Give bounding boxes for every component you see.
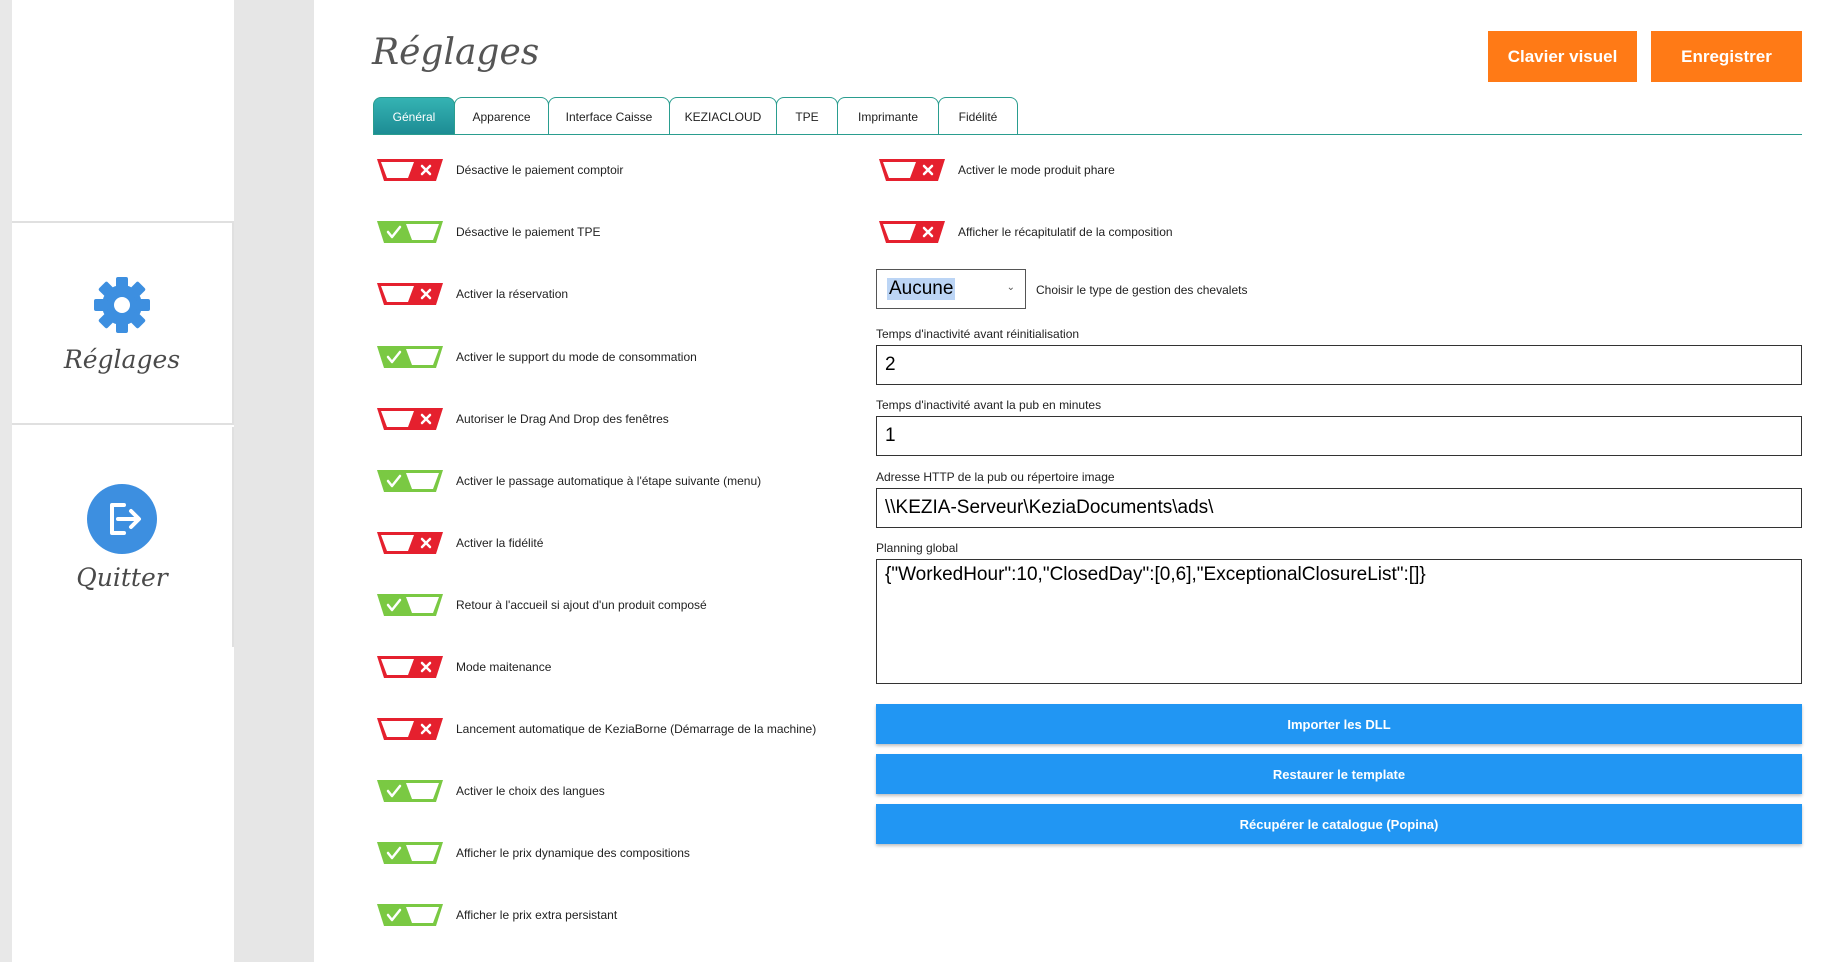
toggle-row bbox=[376, 838, 690, 868]
toggle-switch[interactable] bbox=[376, 468, 444, 494]
toggle-label: Autoriser le Drag And Drop des fenêtres bbox=[456, 412, 669, 426]
toggle-label: Activer le mode produit phare bbox=[958, 163, 1115, 177]
toggle-label: Activer le choix des langues bbox=[456, 784, 605, 798]
toggle-switch[interactable] bbox=[376, 592, 444, 618]
toggle-row bbox=[878, 217, 1173, 247]
virtual-keyboard-button[interactable]: Clavier visuel bbox=[1488, 31, 1637, 82]
toggle-switch[interactable] bbox=[376, 219, 444, 245]
toggle-switch[interactable] bbox=[376, 406, 444, 432]
toggle-switch[interactable] bbox=[376, 530, 444, 556]
page-title: Réglages bbox=[372, 32, 540, 73]
toggle-switch[interactable] bbox=[376, 344, 444, 370]
sidebar-item-quitter[interactable] bbox=[12, 427, 234, 647]
inactivity-reset-input[interactable]: 2 bbox=[876, 345, 1802, 385]
tab-keziacloud[interactable]: KEZIACLOUD bbox=[669, 97, 777, 135]
settings-tabs bbox=[373, 97, 1017, 135]
toggle-label: Activer le passage automatique à l'étape suivante (menu) bbox=[456, 474, 762, 488]
toggle-row bbox=[376, 466, 761, 496]
tab-imprimante[interactable]: Imprimante bbox=[837, 97, 939, 135]
save-button[interactable]: Enregistrer bbox=[1651, 31, 1802, 82]
field-label: Adresse HTTP de la pub ou répertoire image bbox=[876, 470, 1115, 484]
toggle-row bbox=[376, 590, 707, 620]
toggle-row bbox=[376, 652, 551, 682]
toggle-label: Lancement automatique de KeziaBorne (Démarrage de la machine) bbox=[456, 722, 817, 736]
toggle-label: Désactive le paiement comptoir bbox=[456, 163, 624, 177]
sidebar-item-label: Réglages bbox=[63, 344, 181, 374]
sidebar-edge bbox=[0, 0, 12, 962]
sidebar-item-label: Quitter bbox=[76, 562, 168, 592]
toggle-switch[interactable] bbox=[878, 219, 946, 245]
field-label: Temps d'inactivité avant réinitialisation bbox=[876, 327, 1080, 341]
toggle-row bbox=[376, 714, 816, 744]
toggle-row bbox=[376, 900, 617, 930]
toggle-label: Activer le support du mode de consommation bbox=[456, 350, 697, 364]
toggle-switch[interactable] bbox=[878, 157, 946, 183]
tabs-underline bbox=[373, 134, 1802, 135]
toggle-switch[interactable] bbox=[376, 281, 444, 307]
toggle-switch[interactable] bbox=[376, 902, 444, 928]
sidebar-gutter bbox=[234, 0, 314, 962]
restore-template-button[interactable]: Restaurer le template bbox=[876, 754, 1802, 794]
toggle-label: Retour à l'accueil si ajout d'un produit composé bbox=[456, 598, 707, 612]
toggle-label: Afficher le prix extra persistant bbox=[456, 908, 618, 922]
toggle-switch[interactable] bbox=[376, 716, 444, 742]
chevron-down-icon: ⌄ bbox=[1006, 282, 1015, 293]
toggle-row bbox=[376, 279, 568, 309]
toggle-row bbox=[376, 155, 623, 185]
chevalets-label: Choisir le type de gestion des chevalets bbox=[1036, 283, 1248, 297]
toggle-switch[interactable] bbox=[376, 840, 444, 866]
toggle-row bbox=[376, 528, 543, 558]
planning-textarea[interactable]: {"WorkedHour":10,"ClosedDay":[0,6],"ExceptionalClosureList":[]} bbox=[876, 559, 1802, 684]
toggle-row bbox=[376, 342, 697, 372]
select-value: Aucune bbox=[889, 278, 954, 299]
toggle-label: Activer la réservation bbox=[456, 287, 569, 301]
field-label: Planning global bbox=[876, 541, 959, 555]
tab-tpe[interactable]: TPE bbox=[776, 97, 838, 135]
ad-address-input[interactable]: \\KEZIA-Serveur\KeziaDocuments\ads\ bbox=[876, 488, 1802, 528]
sidebar bbox=[0, 0, 314, 962]
toggle-switch[interactable] bbox=[376, 654, 444, 680]
gear-icon bbox=[90, 273, 154, 337]
toggle-label: Activer la fidélité bbox=[456, 536, 544, 550]
tab-apparence[interactable]: Apparence bbox=[454, 97, 549, 135]
toggle-switch[interactable] bbox=[376, 157, 444, 183]
tab-fidelite[interactable]: Fidélité bbox=[938, 97, 1018, 135]
import-dll-button[interactable]: Importer les DLL bbox=[876, 704, 1802, 744]
toggle-label: Désactive le paiement TPE bbox=[456, 225, 601, 239]
toggle-label: Afficher le prix dynamique des compositions bbox=[456, 846, 690, 860]
toggle-label: Mode maitenance bbox=[456, 660, 552, 674]
toggle-row bbox=[376, 217, 601, 247]
get-catalog-button[interactable]: Récupérer le catalogue (Popina) bbox=[876, 804, 1802, 844]
inactivity-ad-input[interactable]: 1 bbox=[876, 416, 1802, 456]
toggle-label: Afficher le récapitulatif de la composition bbox=[958, 225, 1173, 239]
toggle-row bbox=[878, 155, 1115, 185]
toggle-row bbox=[376, 776, 605, 806]
field-label: Temps d'inactivité avant la pub en minutes bbox=[876, 398, 1102, 412]
chevalets-select[interactable] bbox=[876, 269, 1026, 309]
toggle-row bbox=[376, 404, 669, 434]
exit-icon bbox=[86, 483, 158, 555]
tab-interface-caisse[interactable]: Interface Caisse bbox=[548, 97, 670, 135]
sidebar-item-reglages[interactable] bbox=[12, 221, 234, 425]
toggle-switch[interactable] bbox=[376, 778, 444, 804]
tab-general[interactable]: Général bbox=[373, 97, 455, 135]
